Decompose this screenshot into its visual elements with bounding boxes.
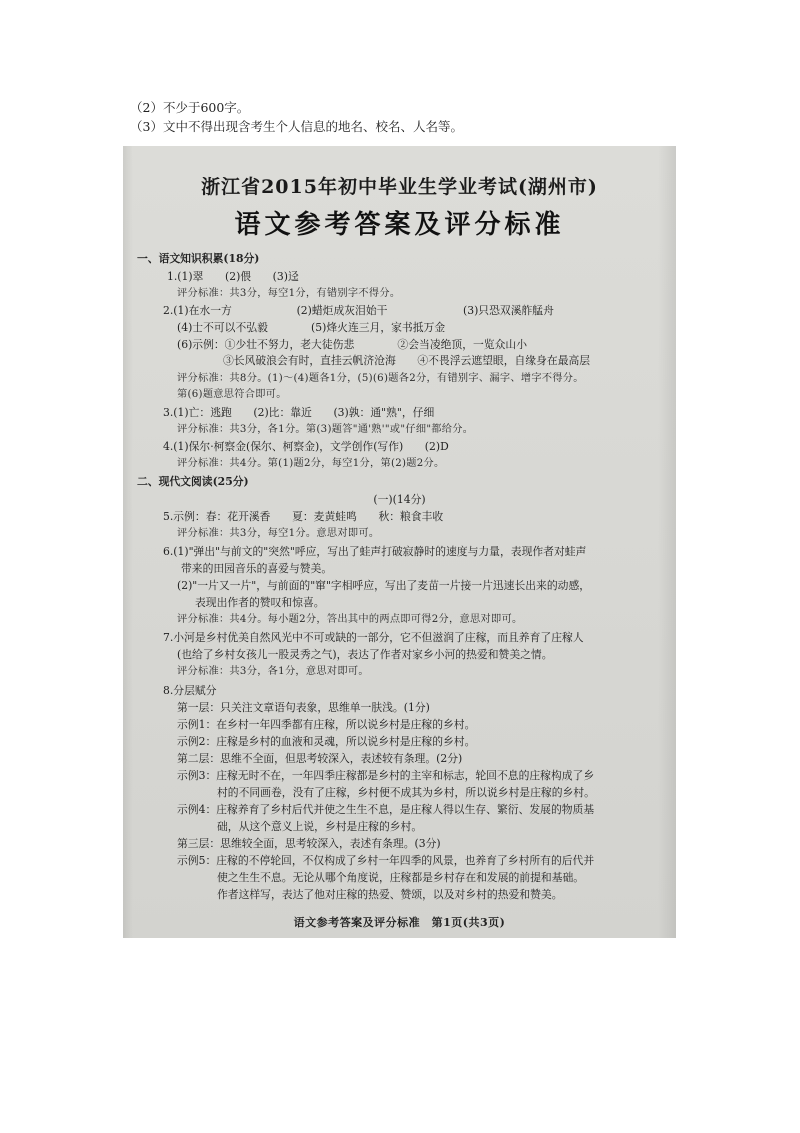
answer-line: (2)"一片又一片"，与前面的"窜"字相呼应，写出了麦苗一片接一片迅速长出来的动感， xyxy=(177,579,591,592)
scoring-note: 第(6)题意思符合即可。 xyxy=(177,389,287,400)
answer-line: 2.(1)在水一方 (2)蜡炬成灰泪始干 (3)只恐双溪舴艋舟 xyxy=(163,304,554,317)
answer-line: (4)士不可以不弘毅 (5)烽火连三月，家书抵万金 xyxy=(177,321,446,334)
answer-line: 5.示例：春：花开溪香 夏：麦黄蛙鸣 秋：粮食丰收 xyxy=(163,510,444,523)
scoring-note: 评分标准：共3分，每空1分，有错别字不得分。 xyxy=(177,288,401,299)
example-line: 村的不同画卷，没有了庄稼，乡村便不成其为乡村，所以说乡村是庄稼的乡村。 xyxy=(217,786,595,799)
tier-heading: 第三层：思维较全面，思考较深入，表述有条理。(3分) xyxy=(177,837,441,850)
requirement-3: （3）文中不得出现含考生个人信息的地名、校名、人名等。 xyxy=(130,119,463,134)
scan-shadow-right xyxy=(658,146,676,938)
scan-shadow-left xyxy=(123,146,133,938)
section-heading: 一、语文知识积累(18分) xyxy=(137,252,260,265)
answer-line: 1.(1)翠 (2)偎 (3)迳 xyxy=(167,270,299,283)
example-line: 示例1：在乡村一年四季都有庄稼，所以说乡村是庄稼的乡村。 xyxy=(177,718,476,731)
example-line: 示例2：庄稼是乡村的血液和灵魂，所以说乡村是庄稼的乡村。 xyxy=(177,735,476,748)
scoring-note: 评分标准：共3分，各1分，意思对即可。 xyxy=(177,666,369,677)
answer-line: (6)示例：①少壮不努力，老大徒伤悲 ②会当凌绝顶，一览众山小 xyxy=(177,338,527,351)
scanned-answer-sheet xyxy=(123,146,676,938)
subsection-heading: (一)(14分) xyxy=(373,493,426,506)
answer-line: 7.小河是乡村优美自然风光中不可或缺的一部分，它不但滋润了庄稼，而且养育了庄稼人 xyxy=(163,631,584,644)
answer-line: 3.(1)亡：逃跑 (2)比：靠近 (3)孰：通"熟"，仔细 xyxy=(163,406,435,419)
answer-line: 8.分层赋分 xyxy=(163,684,217,697)
intro-requirements xyxy=(130,98,690,136)
scoring-note: 评分标准：共3分，各1分。第(3)题答"通'熟'"或"仔细"都给分。 xyxy=(177,424,474,435)
scoring-note: 评分标准：共4分。第(1)题2分，每空1分，第(2)题2分。 xyxy=(177,458,445,469)
example-line: 使之生生不息。无论从哪个角度说，庄稼都是乡村存在和发展的前提和基础。 xyxy=(217,871,585,884)
example-line: 础，从这个意义上说，乡村是庄稼的乡村。 xyxy=(217,820,423,833)
scoring-note: 评分标准：共4分。每小题2分，答出其中的两点即可得2分，意思对即可。 xyxy=(177,614,523,625)
exam-title: 浙江省2015年初中毕业生学业考试(湖州市) xyxy=(201,176,598,198)
example-line: 示例5：庄稼的不停轮回，不仅构成了乡村一年四季的风景，也养育了乡村所有的后代并 xyxy=(177,854,595,867)
answer-line: 6.(1)"弹出"与前文的"突然"呼应，写出了蛙声打破寂静时的速度与力量，表现作者对蛙声 xyxy=(163,545,587,558)
requirement-2: （2）不少于600字。 xyxy=(130,100,250,115)
answer-line: ③长风破浪会有时，直挂云帆济沧海 ④不畏浮云遮望眼，自缘身在最高层 xyxy=(223,354,591,367)
answer-line: 表现出作者的赞叹和惊喜。 xyxy=(195,596,325,609)
section-heading: 二、现代文阅读(25分) xyxy=(137,475,249,488)
example-line: 示例4：庄稼养育了乡村后代并使之生生不息，是庄稼人得以生存、繁衍、发展的物质基 xyxy=(177,803,595,816)
scoring-note: 评分标准：共3分，每空1分。意思对即可。 xyxy=(177,528,380,539)
tier-heading: 第二层：思维不全面，但思考较深入，表述较有条理。(2分) xyxy=(177,752,463,765)
example-line: 示例3：庄稼无时不在，一年四季庄稼都是乡村的主宰和标志，轮回不息的庄稼构成了乡 xyxy=(177,769,595,782)
example-line: 作者这样写，表达了他对庄稼的热爱、赞颂，以及对乡村的热爱和赞美。 xyxy=(217,888,563,901)
page-footer: 语文参考答案及评分标准 第1页(共3页) xyxy=(293,916,506,929)
answer-line: 带来的田园音乐的喜爱与赞美。 xyxy=(181,562,333,575)
document-title: 语文参考答案及评分标准 xyxy=(234,210,565,240)
answer-line: 4.(1)保尔·柯察金(保尔、柯察金)，文学创作(写作) (2)D xyxy=(163,440,449,453)
answer-line: (也给了乡村女孩儿一股灵秀之气)，表达了作者对家乡小河的热爱和赞美之情。 xyxy=(177,648,553,661)
tier-heading: 第一层：只关注文章语句表象，思维单一肤浅。(1分) xyxy=(177,701,430,714)
scoring-note: 评分标准：共8分。(1)～(4)题各1分，(5)(6)题各2分，有错别字、漏字、增字不得分。 xyxy=(177,373,584,384)
